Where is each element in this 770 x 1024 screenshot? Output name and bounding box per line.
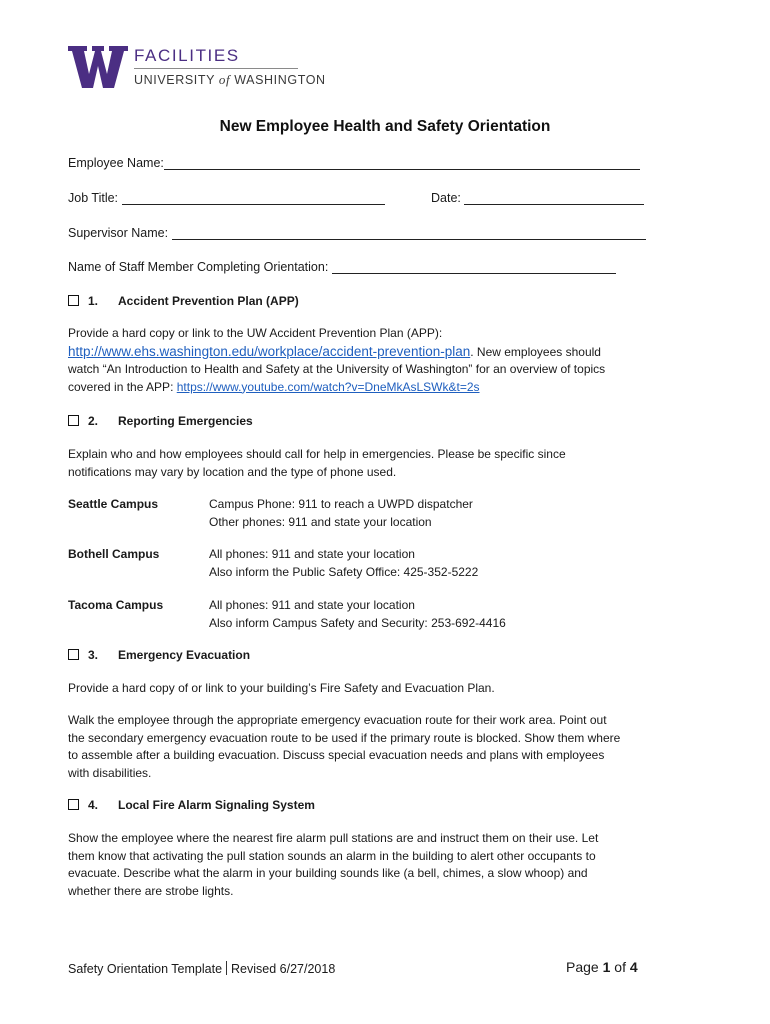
section-4-text-2: them know that activating the pull station sounds an alarm in the building to alert other occupants to [68,848,596,863]
date-label: Date: [431,191,461,205]
campus-info-line-2: Also inform Campus Safety and Security: 253-692-4416 [209,615,506,630]
section-4-title: Local Fire Alarm Signaling System [118,798,315,812]
section-2-text-2: notifications may vary by location and the type of phone used. [68,464,397,479]
page-number [566,959,638,975]
footer-revised: Revised 6/27/2018 [231,962,336,976]
page-title: New Employee Health and Safety Orientation [219,118,551,135]
section-3-checkbox[interactable] [68,649,79,660]
section-2-heading [68,414,253,428]
section-2-checkbox[interactable] [68,415,79,426]
section-3-text-3: the secondary emergency evacuation route to be used if the primary route is blocked. Show them where [68,730,621,745]
footer-template-info [68,961,335,976]
university-pre: UNIVERSITY [134,73,219,87]
university-wordmark [134,72,326,88]
section-1-number: 1. [88,294,99,308]
section-2-title: Reporting Emergencies [118,414,253,428]
staff-member-label: Name of Staff Member Completing Orientation: [68,260,329,274]
campus-info-line-2: Other phones: 911 and state your location [209,514,432,529]
section-3-body [68,712,668,782]
section-2-number: 2. [88,414,99,428]
app-link[interactable]: http://www.ehs.washington.edu/workplace/accident-prevention-plan [68,343,471,359]
campus-name: Tacoma Campus [68,598,164,612]
section-1-checkbox[interactable] [68,295,79,306]
campus-info-line-1: All phones: 911 and state your location [209,547,415,561]
section-4-body [68,830,668,900]
section-3-text-5: with disabilities. [68,765,152,780]
youtube-link[interactable]: https://www.youtube.com/watch?v=DneMkAsLSWk&t=2s [176,379,480,394]
employee-name-line[interactable] [164,156,640,170]
section-1-title: Accident Prevention Plan (APP) [118,294,299,308]
university-of: of [218,72,231,87]
staff-member-field[interactable] [68,260,616,274]
page-total: 4 [629,959,638,975]
supervisor-name-line[interactable] [172,226,646,240]
date-field[interactable] [431,191,644,205]
footer-template-name: Safety Orientation Template [68,962,223,976]
section-4-text-1: Show the employee where the nearest fire alarm pull stations are and instruct them on their use. Let [68,831,599,845]
section-3-text-4: to assemble after a building evacuation. Discuss special evacuation needs and plans with employees [68,748,605,762]
uw-facilities-logo [68,46,326,94]
section-1-text-2: . New employees should [470,344,601,359]
job-title-label: Job Title: [68,191,119,205]
facilities-wordmark: FACILITIES [134,46,240,65]
campus-info-line-1: Campus Phone: 911 to reach a UWPD dispatcher [209,497,473,511]
campus-info-line-2: Also inform the Public Safety Office: 425-352-5222 [209,564,479,579]
supervisor-name-label: Supervisor Name: [68,226,169,240]
campus-info [209,496,473,531]
section-3-heading [68,648,250,662]
job-title-field[interactable] [68,191,385,205]
section-3-title: Emergency Evacuation [118,648,251,662]
section-3-text-2: Walk the employee through the appropriate emergency evacuation route for their work area. Point out [68,713,607,727]
university-post: WASHINGTON [230,73,326,87]
uw-w-logo-icon [68,46,128,88]
page-of: of [610,959,630,975]
section-1-body [68,325,668,396]
section-4-text-4: whether there are strobe lights. [68,883,234,898]
logo-divider [134,68,298,69]
page-current: 1 [602,959,611,975]
section-2-body [68,446,668,481]
section-1-text-1: Provide a hard copy or link to the UW Accident Prevention Plan (APP): [68,326,443,340]
section-4-text-3: evacuate. Describe what the alarm in your building sounds like (a bell, chimes, a slow whoop) and [68,866,588,880]
section-4-number: 4. [88,798,99,812]
campus-name: Bothell Campus [68,547,160,561]
section-3-number: 3. [88,648,99,662]
section-1-heading [68,294,299,308]
date-line[interactable] [464,191,644,205]
section-1-text-3: watch “An Introduction to Health and Safety at the University of Washington” for an overview of topics [68,362,606,376]
campus-name: Seattle Campus [68,497,159,511]
employee-name-field[interactable] [68,156,640,170]
employee-name-label: Employee Name: [68,156,164,170]
page-word: Page [566,959,603,975]
campus-info-line-1: All phones: 911 and state your location [209,598,415,612]
staff-member-line[interactable] [332,260,616,274]
supervisor-name-field[interactable] [68,226,646,240]
section-4-checkbox[interactable] [68,799,79,810]
job-title-line[interactable] [122,191,385,205]
section-2-text-1: Explain who and how employees should call for help in emergencies. Please be specific since [68,447,566,461]
footer-divider [226,961,227,975]
section-3-text-1: Provide a hard copy of or link to your building’s Fire Safety and Evacuation Plan. [68,681,495,695]
section-4-heading [68,798,315,812]
campus-info [209,597,506,632]
campus-info [209,546,478,581]
section-1-text-4: covered in the APP: [68,379,177,394]
